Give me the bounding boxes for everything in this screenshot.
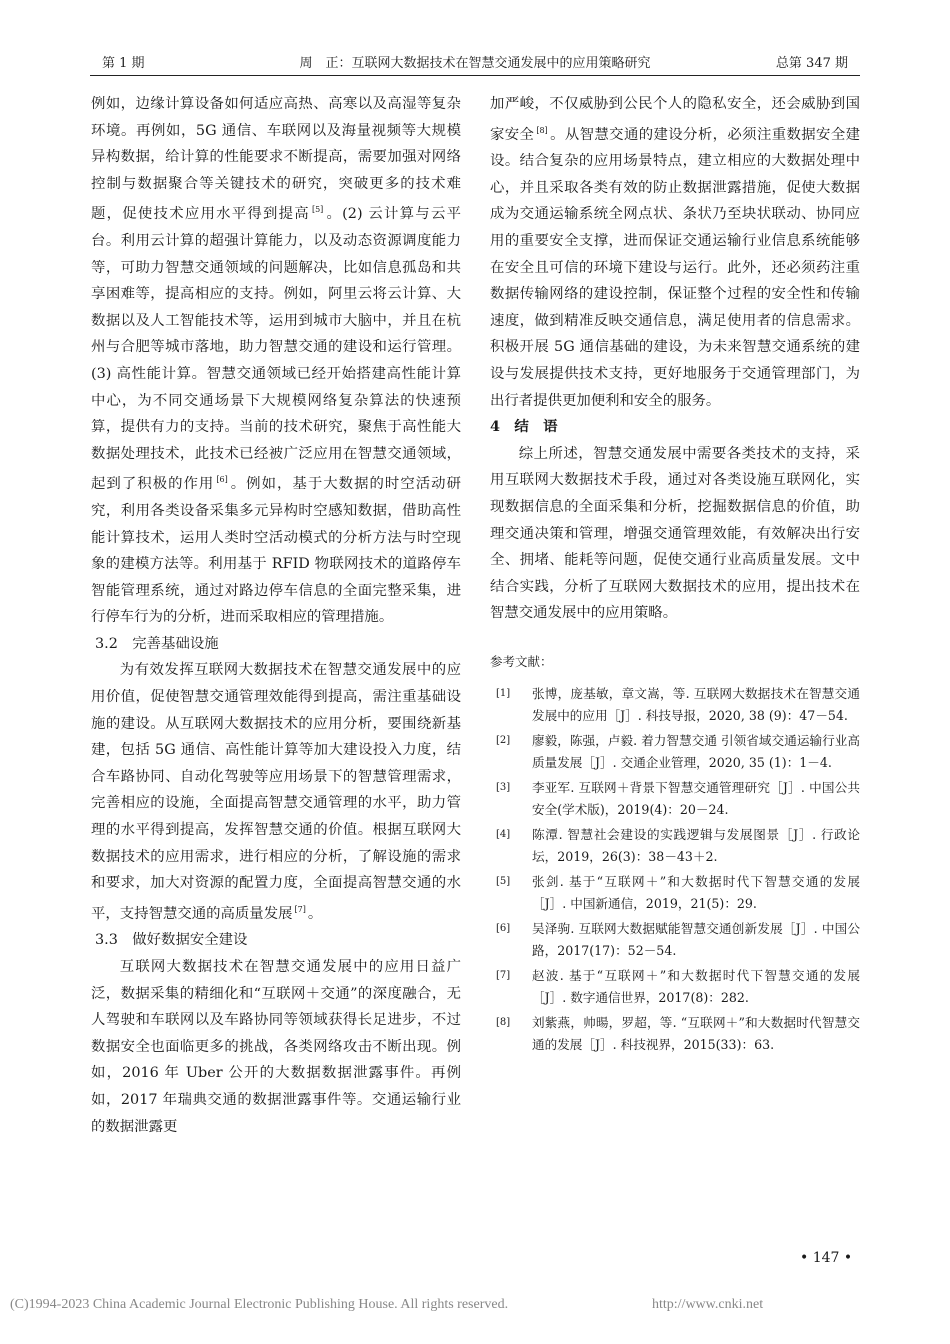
- citation: [8]: [536, 125, 548, 135]
- reference-text: 陈潭. 智慧社会建设的实践逻辑与发展图景［J］. 行政论坛，2019，26(3)：38－43＋2.: [532, 827, 860, 865]
- reference-text: 赵波. 基于“互联网＋”和大数据时代下智慧交通的发展［J］. 数字通信世界，2017(8)：282.: [532, 968, 860, 1006]
- references-title: 参考文献：: [490, 653, 553, 669]
- paragraph-infrastructure: [91, 657, 461, 927]
- reference-text: 李亚军. 互联网＋背景下智慧交通管理研究［J］. 中国公共安全(学术版)，2019(4)：20－24.: [532, 780, 860, 818]
- footer-site-link[interactable]: http://www.cnki.net: [652, 1297, 764, 1312]
- reference-item: [490, 1012, 860, 1056]
- text-run: 。: [307, 905, 323, 922]
- reference-number: [8]: [496, 1017, 511, 1029]
- total-issue-label: 总第 347 期: [775, 56, 848, 71]
- citation: [6]: [216, 475, 228, 485]
- paragraph-security-cont: [490, 91, 860, 414]
- reference-text: 刘紫燕，帅暘，罗超，等. “互联网＋”和大数据时代智慧交通的发展［J］. 科技视界，2015(33)：63.: [532, 1015, 860, 1053]
- paragraph-data-security: 互联网大数据技术在智慧交通发展中的应用日益广泛，数据采集的精细化和“互联网＋交通”的深度融合，无人驾驶和车联网以及车路协同等领域获得长足进步，不过数据安全也面临更多的挑战，各类网络攻击不断出现。例如，2016 年 Uber 公开的大数据数据泄露事件。再例如，2017 年瑞典交通的数据泄露事件等。交通运输行业的数据泄露更: [91, 959, 461, 1135]
- page-number: • 147 •: [800, 1250, 853, 1266]
- reference-item: [490, 918, 860, 962]
- reference-item: [490, 824, 860, 868]
- text-run: 。例如，基于大数据的时空活动研究，利用各类设备采集多元异构时空感知数据，借助高性能计算技术，运用人类时空活动模式的分析方法与时空现象的建模方法等。利用基于 RFID 物联网技术的道路停车智能管理系统，通过对路边停车信息的全面完整采集，进行停车行为的分析，进而采取相应的管理措施。: [91, 476, 461, 626]
- text-run: 为有效发挥互联网大数据技术在智慧交通发展中的应用价值，促使智慧交通管理效能得到提高，需注重基础设施的建设。从互联网大数据技术的应用分析，要围绕新基建，包括 5G 通信、高性能计算等加大建设投入力度，结合车路协同、自动化驾驶等应用场景下的智慧管理需求，完善相应的设施，全面提高智慧交通管理的水平，助力管理的水平得到提高，发挥智慧交通的价值。根据互联网大数据技术的应用需求，进行相应的分析，了解设施的需求和要求，加大对资源的配置力度，全面提高智慧交通的水平，支持智慧交通的高质量发展: [91, 662, 461, 922]
- text-run: 。(2) 云计算与云平台。利用云计算的超强计算能力，以及动态资源调度能力等，可助力智慧交通领域的问题解决，比如信息孤岛和共享困难等，提高相应的支持。例如，阿里云将云计算、大数据以及人工智能技术等，运用到城市大脑中，并且在杭州与合肥等城市落地，助力智慧交通的建设和运行管理。(3) 高性能计算。智慧交通领域已经开始搭建高性能计算中心，为不同交通场景下大规模网络复杂算法的快速预算，提供有力的支持。当前的技术研究，聚焦于高性能大数据处理技术，此技术已经被广泛应用在智慧交通领域，起到了积极的作用: [91, 206, 461, 493]
- issue-label: 第 1 期: [102, 56, 145, 71]
- reference-number: [1]: [496, 688, 511, 700]
- reference-text: 张剑. 基于“互联网＋”和大数据时代下智慧交通的发展［J］. 中国新通信，2019，21(5)：29.: [532, 874, 860, 912]
- citation: [7]: [294, 904, 306, 914]
- text-run: 例如，边缘计算设备如何适应高热、高寒以及高湿等复杂环境。再例如，5G 通信、车联网以及海量视频等大规模异构数据，给计算的性能要求不断提高，需要加强对网络控制与数据聚合等关键技术的研究，突破更多的技术难题，促使技术应用水平得到提高: [91, 96, 461, 223]
- reference-number: [5]: [496, 876, 511, 888]
- footer: [10, 1297, 764, 1313]
- references-list: [490, 683, 860, 1056]
- reference-number: [7]: [496, 970, 511, 982]
- reference-number: [6]: [496, 923, 511, 935]
- reference-item: [490, 730, 860, 774]
- text-run: 。从智慧交通的建设分析，必须注重数据安全建设。结合复杂的应用场景特点，建立相应的大数据处理中心，并且采取各类有效的防止数据泄露措施，促使大数据成为交通运输系统全网点状、条状乃至块状联动、协同应用的重要安全支撑，进而保证交通运输行业信息系统能够在安全且可信的环境下建设与运行。此外，还必须药注重数据传输网络的建设控制，保证整个过程的安全性和传输速度，做到精准反映交通信息，满足使用者的信息需求。积极开展 5G 通信基础的建设，为未来智慧交通系统的建设与发展提供技术支持，更好地服务于交通管理部门，为出行者提供更加便利和安全的服务。: [490, 126, 860, 409]
- reference-text: 廖毅，陈强，卢毅. 着力智慧交通 引领省域交通运输行业高质量发展［J］. 交通企业管理，2020, 35 (1)：1－4.: [532, 733, 860, 771]
- reference-number: [3]: [496, 782, 511, 794]
- header-rule: [90, 75, 860, 76]
- running-title: 周 正：互联网大数据技术在智慧交通发展中的应用策略研究: [299, 56, 651, 71]
- reference-text: 吴泽驹. 互联网大数据赋能智慧交通创新发展［J］. 中国公路，2017(17)：52－54.: [532, 921, 860, 959]
- paragraph-computing: [91, 91, 461, 631]
- left-column: [91, 91, 461, 1140]
- reference-item: [490, 683, 860, 727]
- copyright-notice: (C)1994-2023 China Academic Journal Electronic Publishing House. All rights reserved.: [10, 1297, 509, 1312]
- reference-number: [4]: [496, 829, 511, 841]
- citation: [5]: [311, 205, 324, 215]
- reference-item: [490, 965, 860, 1009]
- reference-item: [490, 777, 860, 821]
- paragraph-conclusion: 综上所述，智慧交通发展中需要各类技术的支持，采用互联网大数据技术手段，通过对各类设施互联网化，实现数据信息的全面采集和分析，挖掘数据信息的价值，助理交通决策和管理，增强交通管理效能，有效解决出行安全、拥堵、能耗等问题，促使交通行业高质量发展。文中结合实践，分析了互联网大数据技术的应用，提出技术在智慧交通发展中的应用策略。: [490, 445, 860, 622]
- reference-item: [490, 871, 860, 915]
- section-heading-3-2: 3.2 完善基础设施: [95, 635, 219, 652]
- text-run: 加严峻，不仅威胁到公民个人的隐私安全，还会威胁到国家安全: [490, 96, 860, 143]
- reference-number: [2]: [496, 735, 511, 747]
- section-heading-4: 4 结 语: [490, 418, 558, 436]
- reference-text: 张博，庞基敏，章文嵩，等. 互联网大数据技术在智慧交通发展中的应用［J］. 科技导报，2020, 38 (9)：47－54.: [532, 686, 860, 724]
- running-header: [90, 50, 860, 74]
- right-column: [490, 91, 860, 1059]
- section-heading-3-3: 3.3 做好数据安全建设: [95, 932, 248, 949]
